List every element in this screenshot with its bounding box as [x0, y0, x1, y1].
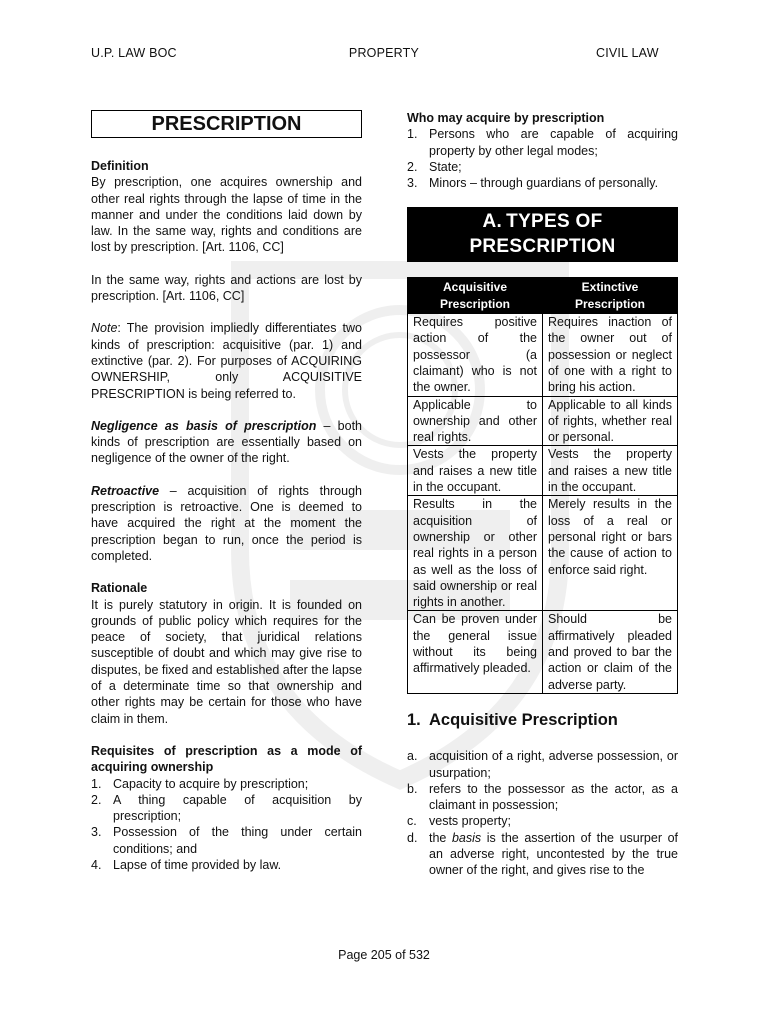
list-item: 4. Lapse of time provided by law. — [91, 857, 282, 872]
list-item: 3. Minors – through guardians of personally. — [407, 176, 659, 191]
column-header-acquisitive: Acquisitive Prescription — [408, 278, 543, 314]
table-cell: Should be affirmatively pleaded and proved to bar the action or claim of the adverse party. — [543, 611, 678, 693]
retroactive-text: – acquisition of rights through prescription is retroactive. One is deemed to have acquired the right at the moment the prescription began to run, once the period is completed. — [91, 483, 362, 563]
list-item: 3. Possession of the thing under certain conditions; and — [91, 825, 362, 856]
who-may-acquire-list — [407, 126, 678, 191]
table-cell: Requires positive action of the possessor (a claimant) who is not the owner. — [408, 314, 543, 396]
table-cell: Vests the property and raises a new title in the occupant. — [543, 446, 678, 496]
table-row — [408, 446, 678, 496]
table-row — [408, 611, 678, 693]
list-item: a. acquisition of a right, adverse possession, or usurpation; — [407, 749, 678, 780]
list-item: b. refers to the possessor as the actor, as a claimant in possession; — [407, 781, 678, 813]
list-item: d. the basis is the assertion of the usurper of an adverse right, uncontested by the true owner of the right, and gives rise to the — [407, 830, 678, 878]
requisites-heading: Requisites of prescription as a mode of acquiring ownership — [91, 743, 362, 775]
para-rights-actions: In the same way, rights and actions are lost by prescription. [Art. 1106, CC] — [91, 272, 362, 304]
table-cell: Results in the acquisition of ownership or other real rights in a person as well as the loss of said ownership or real rights in another. — [408, 496, 543, 611]
table-cell: Applicable to ownership and other real rights. — [408, 396, 543, 446]
page-number: Page 205 of 532 — [338, 948, 430, 962]
rationale-text: It is purely statutory in origin. It is founded on grounds of public policy which requires for the peace of society, that juridical relations susceptible of doubt and which may give rise to disputes, be fixed and established after the lapse of a determinate time so that ownership and other rights may be certain for those who have claim in them. — [91, 597, 363, 726]
definition-heading: Definition — [91, 159, 149, 173]
list-item: 2. A thing capable of acquisition by prescription; — [91, 792, 362, 824]
types-of-prescription-heading: A. TYPES OF PRESCRIPTION — [407, 207, 678, 262]
list-item: 1. Persons who are capable of acquiring property by other legal modes; — [407, 127, 678, 158]
page-title: PRESCRIPTION — [91, 110, 362, 138]
list-item: c. vests property; — [407, 814, 511, 829]
header-center: PROPERTY — [348, 46, 420, 60]
column-header-extinctive: Extinctive Prescription — [543, 278, 678, 314]
table-cell: Requires inaction of the owner out of possession or neglect of one with a right to bring his action. — [543, 314, 678, 396]
right-column — [407, 110, 678, 879]
note-paragraph — [91, 320, 362, 401]
retroactive-paragraph — [91, 483, 362, 564]
table-row — [408, 496, 678, 611]
list-item: 1. Capacity to acquire by prescription; — [91, 776, 309, 791]
table-cell: Vests the property and raises a new title in the occupant. — [408, 446, 543, 496]
section-heading-acquisitive: 1. Acquisitive Prescription — [407, 710, 618, 729]
negligence-paragraph — [91, 418, 362, 467]
table-cell: Can be proven under the general issue without its being affirmatively pleaded. — [408, 611, 543, 693]
table-row — [408, 314, 678, 396]
table-cell: Merely results in the loss of a real or personal right or bars the cause of action to enforce said right. — [543, 496, 678, 611]
note-text: : The provision impliedly differentiates two kinds of prescription: acquisitive (par. 1) and extinctive (par. 2). For purposes of ACQUIRING OWNERSHIP, only ACQUISITIVE PRESCRIPTION is being referred to. — [91, 321, 362, 401]
requisites-list — [91, 776, 362, 874]
definition-text: By prescription, one acquires ownership and other real rights through the lapse of time in the manner and under the conditions laid down by law. In the same way, rights and conditions are lost by prescription. [Art. 1106, CC] — [91, 175, 362, 255]
note-label: Note — [91, 321, 118, 336]
header-right: CIVIL LAW — [596, 46, 659, 60]
rationale-heading: Rationale — [91, 581, 148, 596]
list-item: 2. State; — [407, 159, 462, 174]
negligence-text: – both kinds of prescription are essentially based on negligence of the owner of the right. — [91, 418, 362, 466]
who-may-acquire-heading: Who may acquire by prescription — [407, 111, 605, 125]
header-left: U.P. LAW BOC — [91, 46, 177, 60]
retroactive-label: Retroactive — [91, 483, 160, 498]
table-row — [408, 396, 678, 446]
prescription-comparison-table — [407, 277, 678, 693]
table-cell: Applicable to all kinds of rights, whether real or personal. — [543, 396, 678, 446]
acquisitive-list — [407, 748, 678, 878]
left-column — [91, 110, 362, 873]
negligence-label: Negligence as basis of prescription — [91, 418, 317, 433]
